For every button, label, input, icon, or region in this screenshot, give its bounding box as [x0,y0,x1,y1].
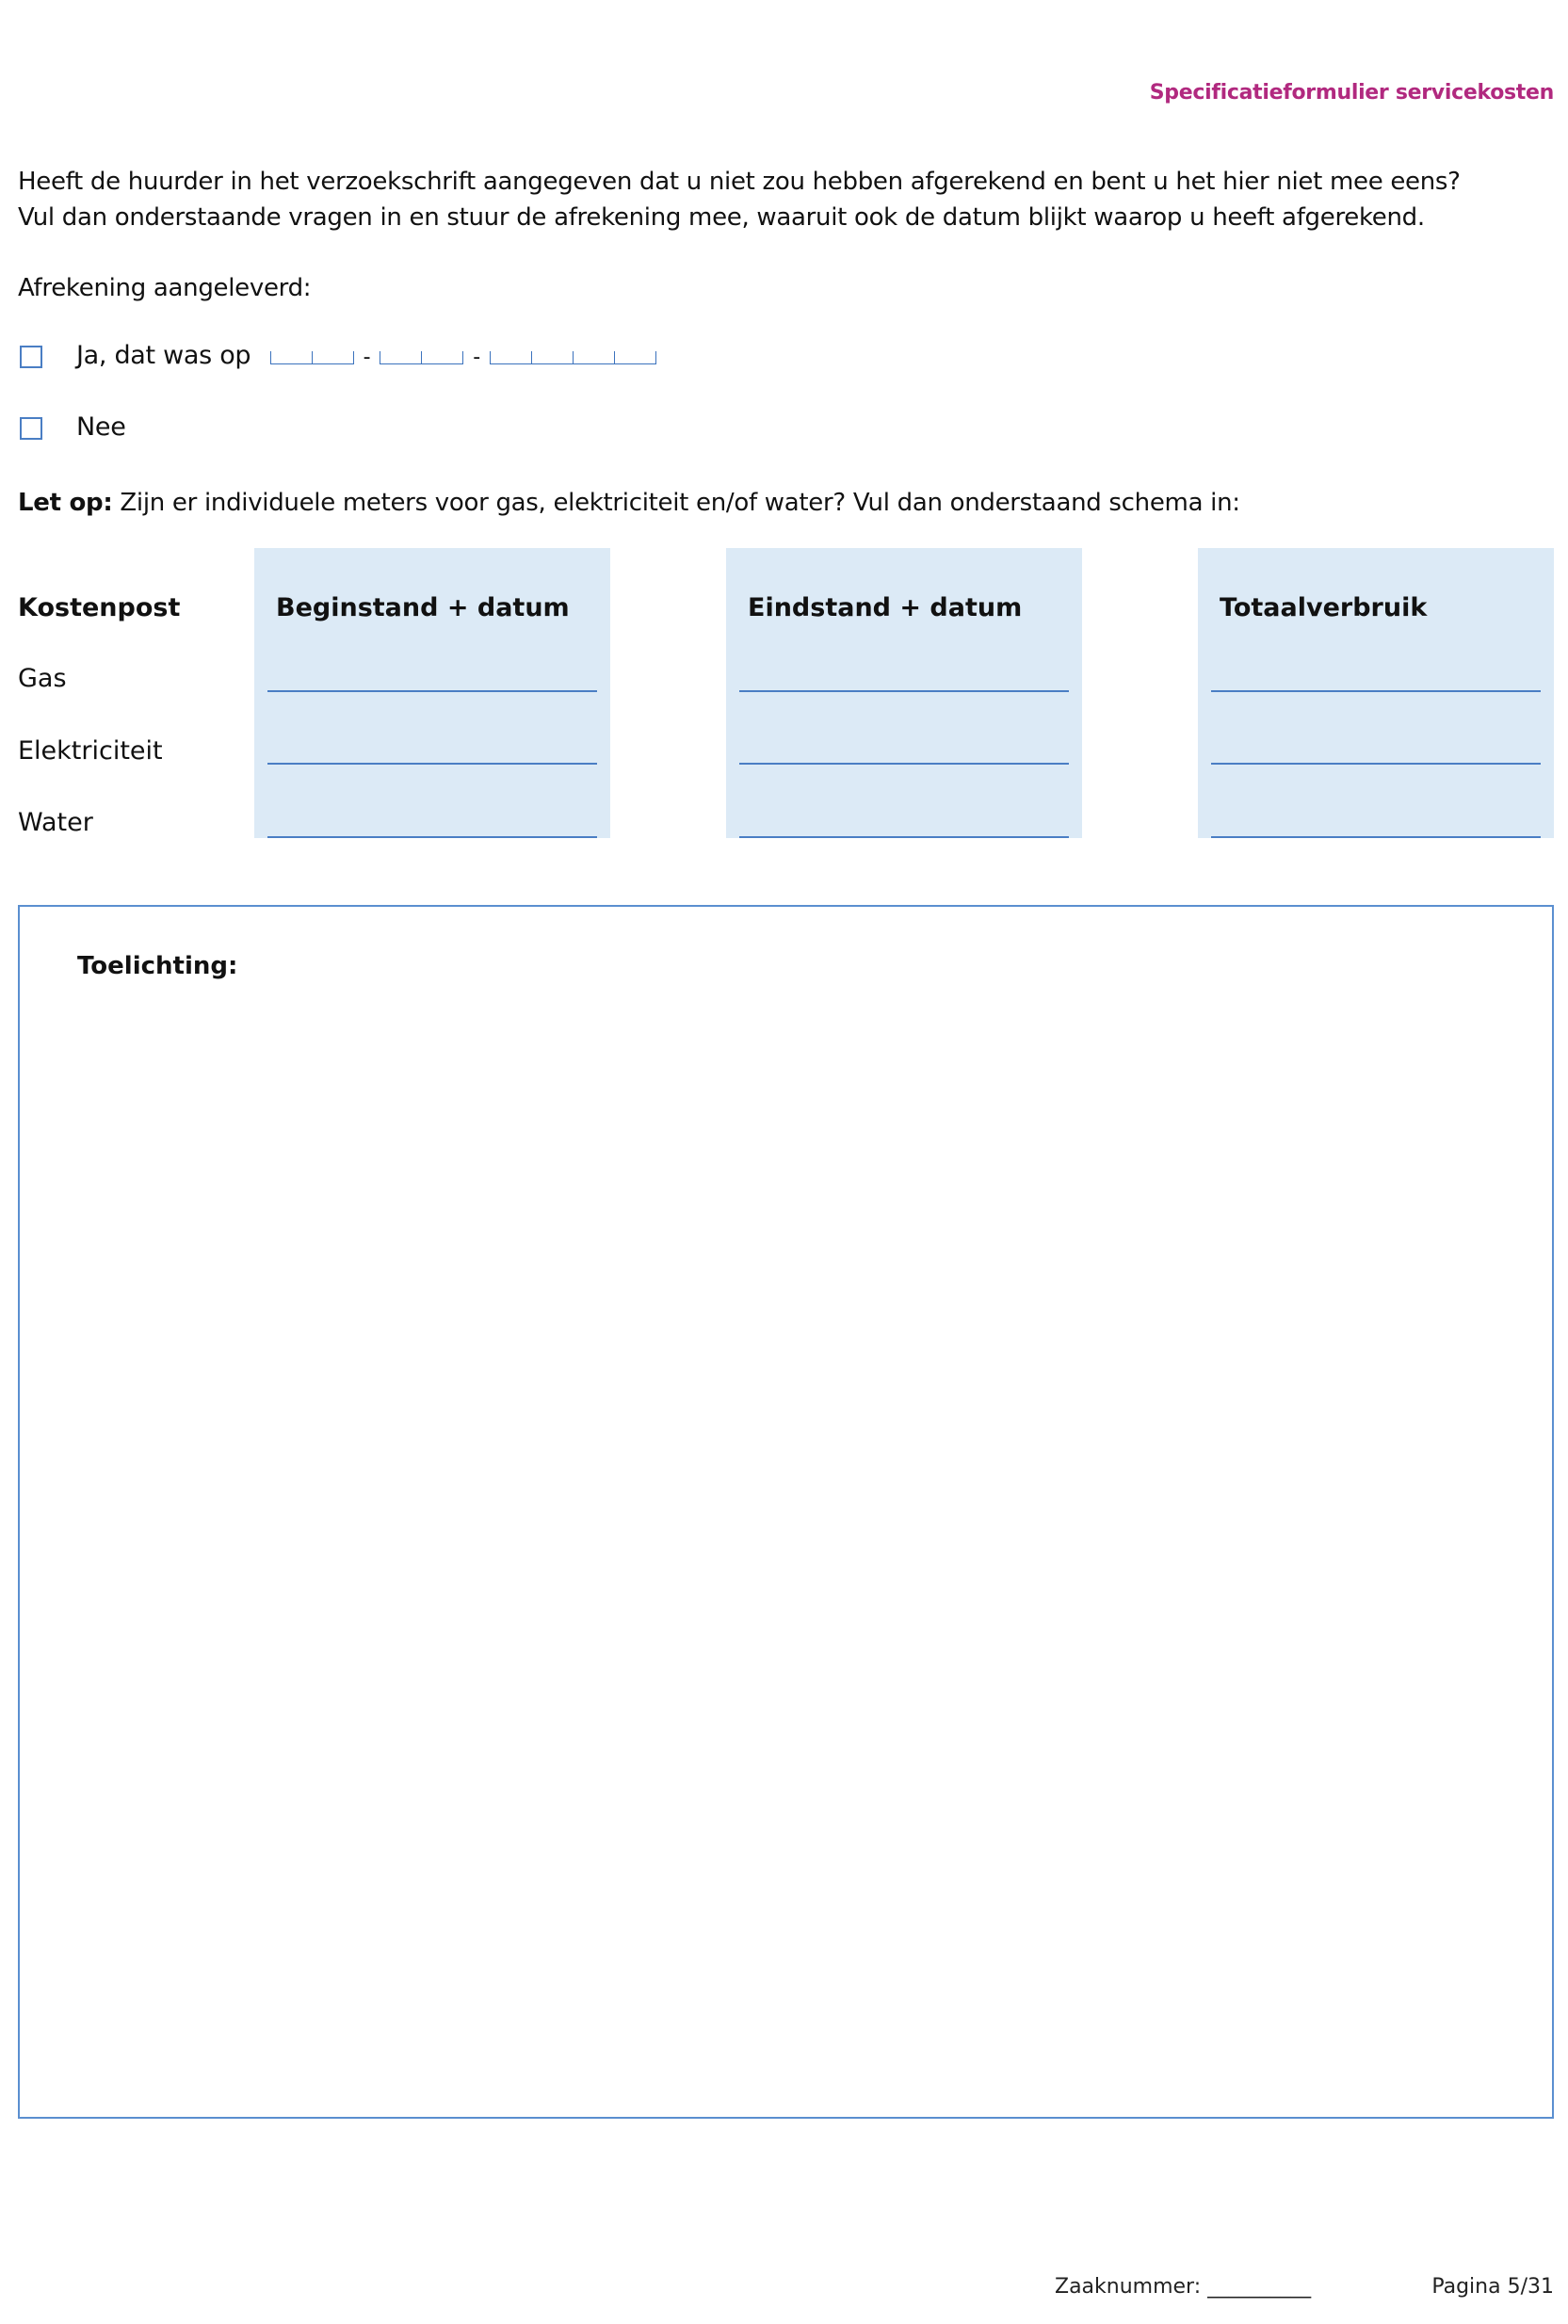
case-number-blank: __________ [1207,2275,1312,2299]
field-end-gas[interactable] [739,690,1069,692]
note-bold: Let op: [18,489,113,517]
column-header-total: Totaalverbruik [1220,593,1428,622]
field-total-water[interactable] [1211,836,1541,838]
intro-line-2: Vul dan onderstaande vragen in en stuur de afrekening mee, waaruit ook de datum blijkt waarop u heeft afgerekend. [18,203,1425,232]
date-month-field[interactable] [380,351,463,364]
field-end-water[interactable] [739,836,1069,838]
field-total-gas[interactable] [1211,690,1541,692]
row-water: Water [18,808,93,837]
option-yes-label: Ja, dat was op [76,341,251,370]
option-no-label: Nee [76,412,126,442]
date-separator: - [473,346,480,369]
note-text: Zijn er individuele meters voor gas, elektriciteit en/of water? Vul dan onderstaand schema in: [112,489,1240,517]
case-number [1055,2275,1311,2299]
field-begin-electricity[interactable] [267,763,597,765]
row-header: Kostenpost [18,593,181,622]
option-yes-row [76,341,656,370]
row-gas: Gas [18,664,67,693]
document-title: Specificatieformulier servicekosten [1149,81,1554,105]
column-total [1198,548,1554,838]
column-header-end: Eindstand + datum [748,593,1023,622]
field-end-electricity[interactable] [739,763,1069,765]
date-separator: - [363,346,371,369]
field-begin-gas[interactable] [267,690,597,692]
intro-line-1: Heeft de huurder in het verzoekschrift aangegeven dat u niet zou hebben afgerekend en bent u het hier niet mee eens? [18,168,1461,196]
settlement-label: Afrekening aangeleverd: [18,274,312,302]
date-year-field[interactable] [490,351,656,364]
meter-note [18,485,1240,521]
column-begin [254,548,610,838]
explanation-label: Toelichting: [77,952,238,980]
column-end [726,548,1082,838]
date-day-field[interactable] [270,351,354,364]
field-total-electricity[interactable] [1211,763,1541,765]
page-number: Pagina 5/31 [1431,2275,1554,2299]
case-number-label: Zaaknummer: [1055,2275,1202,2299]
checkbox-no[interactable] [20,417,42,440]
explanation-box[interactable] [18,905,1554,2119]
column-header-begin: Beginstand + datum [276,593,570,622]
checkbox-yes[interactable] [20,346,42,368]
row-electricity: Elektriciteit [18,736,163,766]
field-begin-water[interactable] [267,836,597,838]
